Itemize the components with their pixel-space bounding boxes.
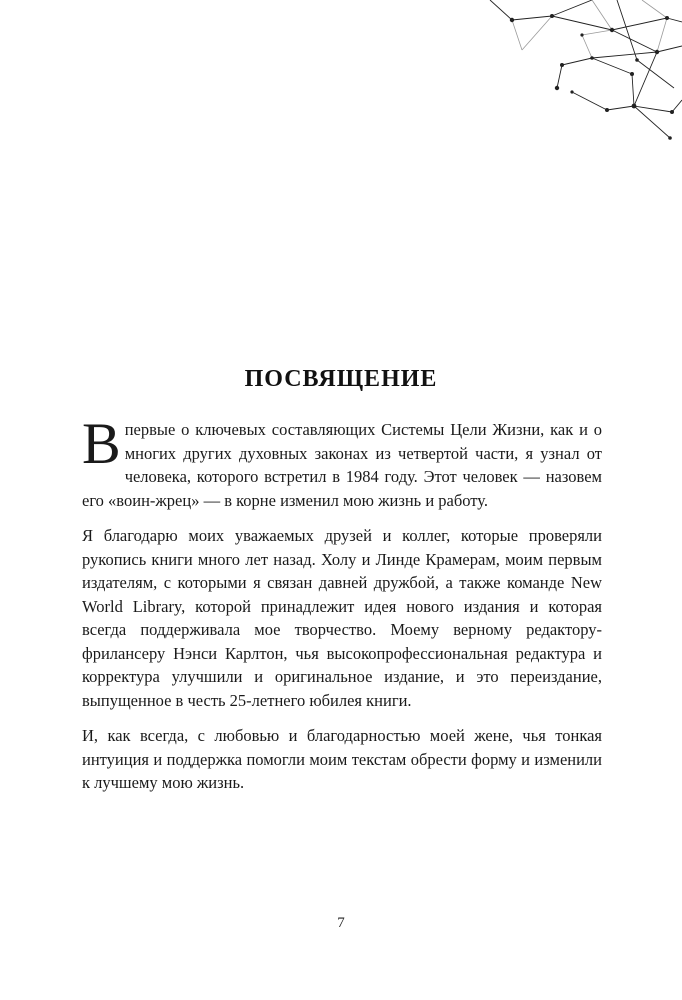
drop-cap: В [82,411,121,476]
page-title: ПОСВЯЩЕНИЕ [244,366,438,392]
paragraph-2: Я благодарю моих уважаемых друзей и коллег, которые проверяли рукопись книги много лет назад. Холу и Линде Крамерам, моим первым издателям, с которыми я связан давней дружбой, а также команде New World Library, которой принадлежит идея нового издания и которая всегда поддерживала мое творчество. Моему верному редактору-фрилансеру Нэнси Карлтон, чья высокопрофессиональная редактура и корректура улучшили и оригинальное издание, и это переиздание, выпущенное в честь 25-летнего юбилея книги. [82,526,602,710]
page-number: 7 [337,915,345,931]
constellation-ornament [442,0,682,140]
paragraph-3: И, как всегда, с любовью и благодарностью моей жене, чья тонкая интуиция и поддержка помогли моим текстам обрести форму и изменили к лучшему мою жизнь. [82,726,602,792]
paragraph-1 [82,411,602,512]
dedication-text [82,411,602,807]
paragraph-1-text: первые о ключевых составляющих Системы Цели Жизни, как и о многих других духовных законах из четвертой части, я узнал от человека, которого встретил в 1984 году. Этот человек — назовем его «воин-жрец» — в корне изменил мою жизнь и работу. [82,420,602,510]
